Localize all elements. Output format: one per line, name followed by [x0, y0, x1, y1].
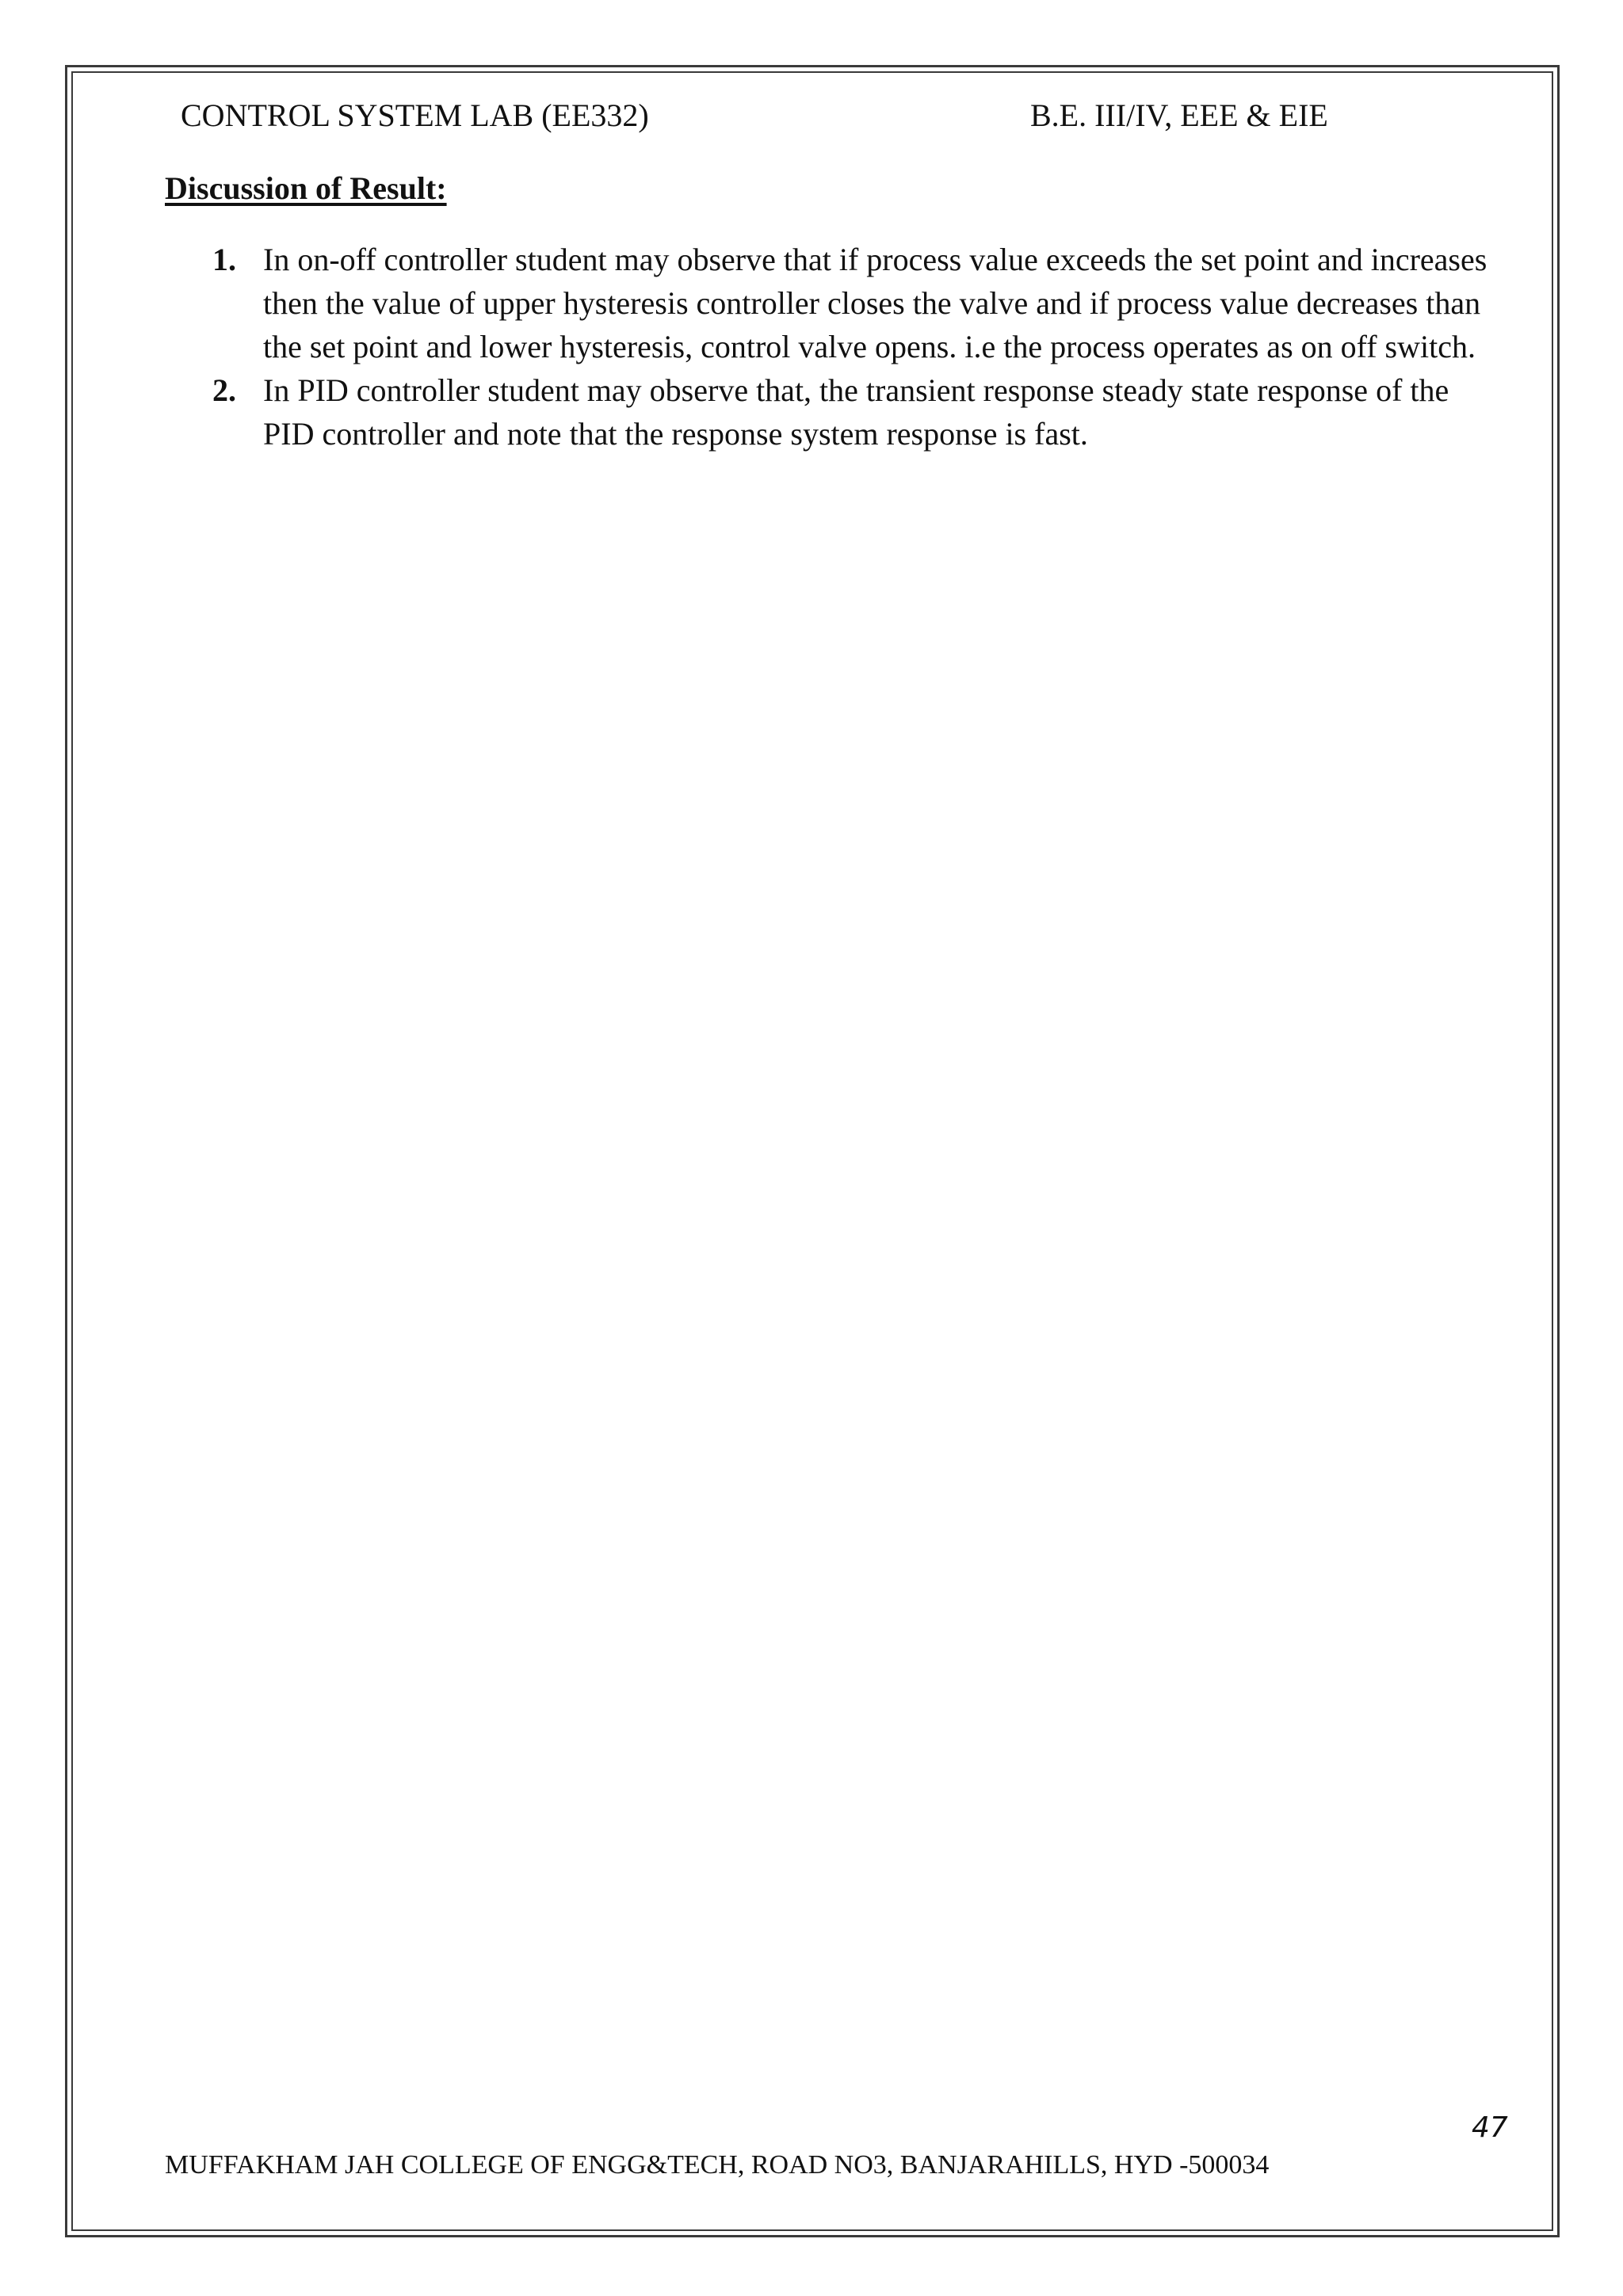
course-header: CONTROL SYSTEM LAB (EE332) — [181, 97, 649, 133]
section-heading: Discussion of Result: — [165, 170, 447, 206]
list-item — [212, 368, 1507, 456]
footer-address: MUFFAKHAM JAH COLLEGE OF ENGG&TECH, ROAD NO3, BANJARAHILLS, HYD -500034 — [165, 2150, 1270, 2180]
page-number: 47 — [1472, 2111, 1508, 2144]
program-header: B.E. III/IV, EEE & EIE — [1030, 97, 1328, 133]
list-item — [212, 238, 1507, 368]
result-list — [212, 238, 1507, 456]
item-number: 1. — [212, 242, 236, 277]
item-number: 2. — [212, 372, 236, 408]
item-text: In on-off controller student may observe that if process value exceeds the set point and increases then the value of upper hysteresis controller closes the valve and if process value decreases than the set point and lower hysteresis, control valve opens. i.e the process operates as on off switch. — [263, 242, 1487, 364]
item-text: In PID controller student may observe that, the transient response steady state response of the PID controller and note that the response system response is fast. — [263, 372, 1449, 452]
